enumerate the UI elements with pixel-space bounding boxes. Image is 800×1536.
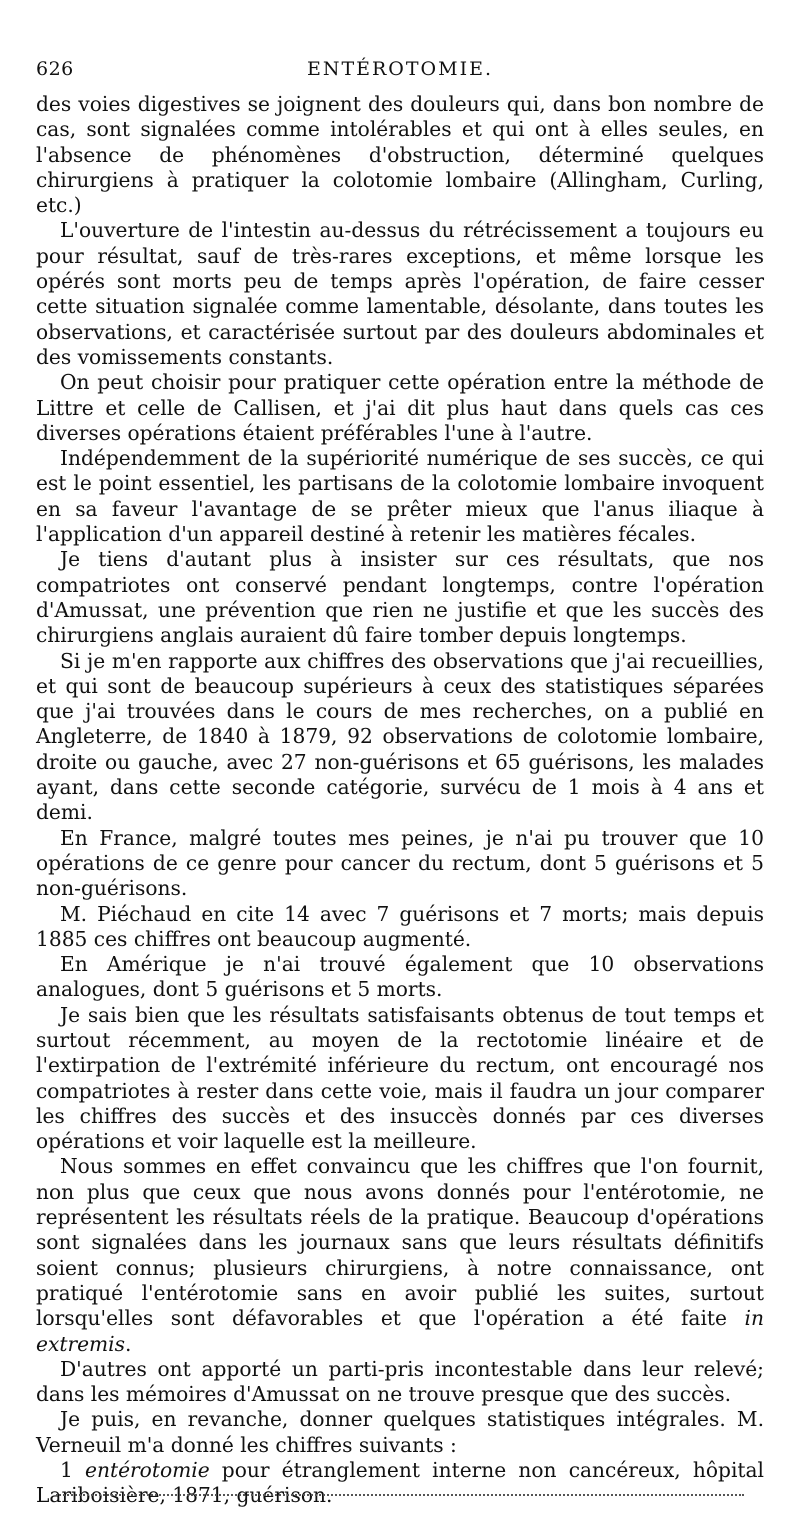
footer-dotted-rule: [56, 1494, 744, 1496]
running-title: ENTÉROTOMIE.: [306, 58, 494, 80]
paragraph-continued: des voies digestives se joignent des douleurs qui, dans bon nombre de cas, sont signalées comme intolérables et qui ont à elles seules, en l'absence de phénomènes d'obstruction, déterminé quelques chirurgiens à pratiquer la colotomie lombaire (Allingham, Curling, etc.): [36, 92, 764, 218]
paragraph-verneuil: Je puis, en revanche, donner quelques statistiques intégrales. M. Verneuil m'a donné les chiffres suivants :: [36, 1407, 764, 1457]
paragraph-america-statistics: En Amérique je n'ai trouvé également que 10 observations analogues, dont 5 guérisons et 5 morts.: [36, 952, 764, 1002]
entry-details: pour étranglement interne non cancéreux, hôpital Lariboisière, 1871, guérison.: [36, 1458, 765, 1508]
paragraph-superiority: Indépendemment de la supériorité numérique de ses succès, ce qui est le point essentiel, les partisans de la colotomie lombaire invoquent en sa faveur l'avantage de se prêter mieux que l'anus iliaque à l'application d'un appareil destiné à retenir les matières fécales.: [36, 446, 764, 547]
paragraph-england-statistics: Si je m'en rapporte aux chiffres des observations que j'ai recueillies, et qui sont de beaucoup supérieurs à ceux des statistiques séparées que j'ai trouvées dans le cours de mes recherches, on a publié en Angleterre, de 1840 à 1879, 92 observations de colotomie lombaire, droite ou gauche, avec 27 non-guérisons et 65 guérisons, les malades ayant, dans cette seconde catégorie, survécu de 1 mois à 4 ans et demi.: [36, 648, 764, 825]
italic-in-extremis: in extremis: [36, 1306, 764, 1356]
paragraph-insist-results: Je tiens d'autant plus à insister sur ces résultats, que nos compatriotes ont conservé pendant longtemps, contre l'opération d'Amussat, une prévention que rien ne justifie et que les succès des chirurgiens anglais auraient dû faire tomber depuis longtemps.: [36, 547, 764, 648]
paragraph-intestine-opening: L'ouverture de l'intestin au-dessus du rétrécissement a toujours eu pour résultat, sauf de très-rares exceptions, et même lorsque les opérés sont morts peu de temps après l'opération, de faire cesser cette situation signalée comme lamentable, désolante, dans toutes les observations, et caractérisée surtout par des douleurs abdominales et des vomissements constants.: [36, 218, 764, 369]
body-text: [36, 92, 764, 1509]
real-results-text: Nous sommes en effet convaincu que les chiffres que l'on fournit, non plus que ceux que nous avons donnés pour l'entérotomie, ne représentent les résultats réels de la pratique. Beaucoup d'opérations sont signalées dans les journaux sans que leurs résultats définitifs soient connus; plusieurs chirurgiens, à notre connaissance, ont pratiqué l'entérotomie sans en avoir publié les suites, surtout lorsqu'elles sont défavorables et que l'opération a été faite: [36, 1154, 764, 1331]
paragraph-rectotomy-comparison: Je sais bien que les résultats satisfaisants obtenus de tout temps et surtout récemment, au moyen de la rectotomie linéaire et de l'extirpation de l'extrémité inférieure du rectum, ont encouragé nos compatriotes à rester dans cette voie, mais il faudra un jour comparer les chiffres des succès et des insuccès donnés par ces diverses opérations et voir laquelle est la meilleure.: [36, 1002, 764, 1154]
page-number: 626: [36, 58, 74, 80]
paragraph-method-choice: On peut choisir pour pratiquer cette opération entre la méthode de Littre et celle de Callisen, et j'ai dit plus haut dans quels cas ces diverses opérations étaient préférables l'une à l'autre.: [36, 370, 764, 445]
paragraph-piechaud: M. Piéchaud en cite 14 avec 7 guérisons et 7 morts; mais depuis 1885 ces chiffres ont beaucoup augmenté.: [36, 901, 764, 951]
entry-count: 1: [60, 1458, 86, 1483]
page-header: [36, 58, 764, 86]
paragraph-statistic-entry: [36, 1458, 764, 1509]
real-results-end: .: [125, 1331, 132, 1356]
paragraph-france-statistics: En France, malgré toutes mes peines, je n'ai pu trouver que 10 opérations de ce genre pour cancer du rectum, dont 5 guérisons et 5 non-guérisons.: [36, 825, 764, 901]
paragraph-real-results: [36, 1154, 764, 1356]
paragraph-amussat-bias: D'autres ont apporté un parti-pris incontestable dans leur relevé; dans les mémoires d'Amussat on ne trouve presque que des succès.: [36, 1356, 764, 1407]
italic-enterotomie: entérotomie: [85, 1458, 210, 1483]
